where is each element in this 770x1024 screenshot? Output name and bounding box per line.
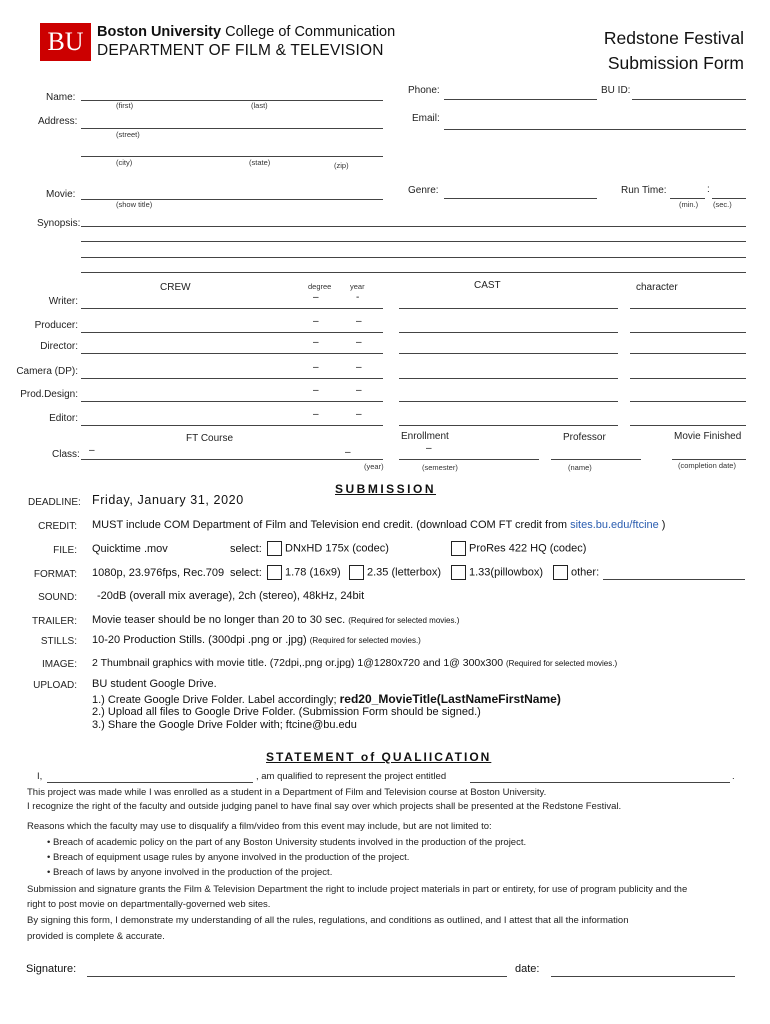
enroll-year-dash: –	[345, 447, 351, 458]
genre-field[interactable]	[444, 198, 597, 199]
sec-sublabel: (sec.)	[713, 200, 732, 209]
first-sublabel: (first)	[116, 101, 134, 110]
format-value: 1080p, 23.976fps, Rec.709	[92, 567, 225, 579]
ratio-169-option[interactable]	[267, 565, 341, 580]
crew-role-label: Camera (DP):	[16, 366, 78, 377]
character-field[interactable]	[630, 378, 746, 379]
statement-bullet-1: • Breach of academic policy on the part of any Boston University students involved in the production of the project.	[47, 837, 527, 848]
signature-label: Signature:	[26, 963, 77, 975]
org-name-bold: Boston University	[97, 24, 222, 40]
crew-degree-dash: –	[313, 337, 319, 348]
show-title-sublabel: (show title)	[116, 200, 153, 209]
credit-link[interactable]: sites.bu.edu/ftcine	[570, 519, 659, 531]
street-sublabel: (street)	[116, 130, 140, 139]
crew-role-label: Director:	[40, 341, 78, 352]
cast-heading: CAST	[474, 280, 501, 291]
zip-sublabel: (zip)	[334, 161, 349, 170]
prores-checkbox[interactable]	[451, 541, 466, 556]
other-format-field[interactable]	[603, 579, 745, 580]
submission-heading: SUBMISSION	[335, 482, 437, 496]
crew-heading: CREW	[160, 282, 191, 293]
phone-label: Phone:	[408, 85, 440, 96]
crew-role-label: Producer:	[34, 320, 78, 331]
crew-name-field[interactable]	[81, 378, 383, 379]
file-value: Quicktime .mov	[92, 543, 168, 555]
upload-line-4: 3.) Share the Google Drive Folder with; ftcine@bu.edu	[92, 719, 357, 731]
email-label: Email:	[412, 113, 440, 124]
upload-line-2	[92, 692, 561, 706]
semester-sublabel: (semester)	[422, 463, 458, 472]
degree-heading: degree	[308, 282, 332, 291]
org-line2: DEPARTMENT OF FILM & TELEVISION	[97, 42, 384, 59]
bu-logo: BU	[40, 23, 91, 61]
stills-note: (Required for selected movies.)	[309, 636, 421, 645]
dnxhd-checkbox[interactable]	[267, 541, 282, 556]
address-label: Address:	[38, 116, 78, 127]
ratio-169-label: 1.78 (16x9)	[285, 566, 341, 579]
image-note: (Required for selected movies.)	[505, 659, 618, 668]
buid-field[interactable]	[632, 99, 746, 100]
crew-name-field[interactable]	[81, 425, 383, 426]
character-heading: character	[636, 282, 678, 293]
crew-year-dash: –	[356, 362, 362, 373]
synopsis-line-2[interactable]	[81, 241, 746, 242]
professor-field[interactable]	[551, 459, 641, 460]
enroll-semester-dash: –	[426, 443, 432, 454]
statement-i: I,	[37, 771, 43, 782]
character-field[interactable]	[630, 401, 746, 402]
cast-name-field[interactable]	[399, 332, 618, 333]
file-select-label: select:	[230, 543, 262, 555]
prores-option[interactable]	[451, 541, 586, 556]
ratio-other-label: other:	[571, 566, 600, 579]
credit-value	[92, 519, 665, 531]
name-label: Name:	[46, 92, 76, 103]
movie-finished-heading: Movie Finished	[674, 431, 742, 442]
ratio-133-checkbox[interactable]	[451, 565, 466, 580]
upload-step-1: 1.) Create Google Drive Folder. Label accordingly;	[92, 694, 340, 706]
dnxhd-option[interactable]	[267, 541, 389, 556]
statement-p5a: By signing this form, I demonstrate my understanding of all the rules, regulations, and conditions as outlined, and I attest that all the information	[27, 915, 629, 926]
statement-p3: Reasons which the faculty may use to disqualify a film/video from this event may include, but are not limited to:	[27, 821, 492, 832]
form-title-1: Redstone Festival	[603, 28, 744, 48]
runtime-sec-field[interactable]	[712, 198, 746, 199]
year-sublabel: (year)	[364, 462, 384, 471]
crew-degree-dash: –	[313, 292, 319, 303]
cast-name-field[interactable]	[399, 425, 618, 426]
city-sublabel: (city)	[116, 158, 133, 167]
enrollment-heading: Enrollment	[401, 431, 449, 442]
crew-name-field[interactable]	[81, 308, 383, 309]
trailer-label: TRAILER:	[31, 616, 77, 627]
statement-qualified: , am qualified to represent the project entitled	[256, 771, 447, 782]
image-label: IMAGE:	[41, 659, 77, 670]
phone-field[interactable]	[444, 99, 597, 100]
runtime-min-field[interactable]	[670, 198, 705, 199]
image-text: 2 Thumbnail graphics with movie title. (72dpi,.png or.jpg) 1@1280x720 and 1@ 300x300	[92, 657, 504, 669]
sound-label: SOUND:	[38, 592, 77, 603]
ratio-235-label: 2.35 (letterbox)	[367, 566, 441, 579]
credit-label: CREDIT:	[38, 521, 77, 532]
upload-line-1: BU student Google Drive.	[92, 678, 217, 690]
statement-bullet-3: • Breach of laws by anyone involved in the production of the project.	[47, 867, 333, 878]
genre-label: Genre:	[408, 185, 439, 196]
deadline-value: Friday, January 31, 2020	[92, 493, 244, 507]
name-sublabel: (name)	[568, 463, 592, 472]
character-field[interactable]	[630, 353, 746, 354]
statement-p2: I recognize the right of the faculty and outside judging panel to have final say over which projects shall be presented at the Redstone Festival.	[27, 801, 622, 812]
file-label: FILE:	[53, 545, 77, 556]
city-field[interactable]	[81, 156, 383, 157]
cast-name-field[interactable]	[399, 353, 618, 354]
form-title-2: Submission Form	[607, 53, 744, 73]
student-name-field[interactable]	[47, 782, 253, 783]
class-label: Class:	[52, 449, 80, 460]
cast-name-field[interactable]	[399, 378, 618, 379]
ratio-235-option[interactable]	[349, 565, 441, 580]
crew-name-field[interactable]	[81, 353, 383, 354]
date-field[interactable]	[551, 976, 735, 977]
statement-heading: STATEMENT of QUALIICATION	[266, 750, 492, 764]
cast-name-field[interactable]	[399, 401, 618, 402]
crew-year-dash: –	[356, 337, 362, 348]
ratio-133-option[interactable]	[451, 565, 543, 580]
stills-value	[92, 634, 421, 646]
org-line1	[97, 24, 395, 40]
prores-label: ProRes 422 HQ (codec)	[469, 542, 587, 555]
synopsis-line-4[interactable]	[81, 272, 746, 273]
statement-p4a: Submission and signature grants the Film & Television Department the right to include project materials in part or entirety, for use of program publicity and the	[27, 884, 688, 895]
statement-p5b: provided is complete & accurate.	[27, 931, 165, 942]
email-field[interactable]	[444, 129, 746, 130]
crew-degree-dash: –	[313, 316, 319, 327]
trailer-note: (Required for selected movies.)	[348, 616, 460, 625]
buid-label: BU ID:	[601, 85, 631, 96]
credit-end: )	[658, 519, 666, 531]
year-heading: year	[350, 282, 365, 291]
trailer-text: Movie teaser should be no longer than 20 to 30 sec.	[92, 614, 346, 626]
synopsis-line-3[interactable]	[81, 257, 746, 258]
project-title-field[interactable]	[470, 782, 730, 783]
crew-year-dash: –	[356, 316, 362, 327]
format-select-label: select:	[230, 567, 262, 579]
crew-degree-dash: –	[313, 362, 319, 373]
crew-year-dash: –	[356, 385, 362, 396]
last-sublabel: (last)	[251, 101, 268, 110]
signature-field[interactable]	[87, 976, 507, 977]
crew-year-dash: –	[356, 409, 362, 420]
cast-name-field[interactable]	[399, 308, 618, 309]
enrollment-field[interactable]	[399, 459, 539, 460]
image-value	[92, 657, 617, 669]
crew-name-field[interactable]	[81, 332, 383, 333]
statement-period: .	[732, 771, 735, 782]
state-sublabel: (state)	[249, 158, 271, 167]
character-field[interactable]	[630, 425, 746, 426]
runtime-colon: :	[707, 184, 710, 195]
movie-label: Movie:	[46, 189, 76, 200]
synopsis-line-1[interactable]	[81, 226, 746, 227]
crew-role-label: Editor:	[49, 413, 78, 424]
upload-line-3: 2.) Upload all files to Google Drive Folder. (Submission Form should be signed.)	[92, 706, 481, 718]
statement-bullet-2: • Breach of equipment usage rules by anyone involved in the production of the project.	[47, 852, 410, 863]
ft-course-heading: FT Course	[186, 433, 234, 444]
min-sublabel: (min.)	[679, 200, 699, 209]
stills-label: STILLS:	[40, 636, 77, 647]
runtime-label: Run Time:	[621, 185, 667, 196]
completion-field[interactable]	[672, 459, 746, 460]
class-field[interactable]	[81, 459, 383, 460]
street-field[interactable]	[81, 128, 383, 129]
professor-heading: Professor	[563, 432, 606, 443]
synopsis-label: Synopsis:	[37, 218, 81, 229]
character-field[interactable]	[630, 308, 746, 309]
ratio-133-label: 1.33(pillowbox)	[469, 566, 543, 579]
date-label: date:	[515, 963, 540, 975]
ratio-other-option[interactable]	[553, 565, 599, 580]
statement-p4b: right to post movie on departmentally-governed web sites.	[27, 899, 271, 910]
format-label: FORMAT:	[33, 569, 77, 580]
ratio-235-checkbox[interactable]	[349, 565, 364, 580]
crew-role-label: Writer:	[48, 296, 78, 307]
credit-text: MUST include COM Department of Film and Television end credit. (download COM FT credit from	[92, 519, 571, 531]
completion-sublabel: (completion date)	[678, 461, 736, 470]
trailer-value	[92, 614, 459, 626]
crew-degree-dash: –	[313, 385, 319, 396]
crew-degree-dash: –	[313, 409, 319, 420]
character-field[interactable]	[630, 332, 746, 333]
statement-p1: This project was made while I was enrolled as a student in a Department of Film and Television course at Boston University.	[27, 787, 547, 798]
crew-year-dash: -	[356, 292, 360, 303]
stills-text: 10-20 Production Stills. (300dpi .png or .jpg)	[92, 634, 307, 646]
folder-name-format: red20_MovieTitle(LastNameFirstName)	[339, 692, 561, 706]
dnxhd-label: DNxHD 175x (codec)	[285, 542, 389, 555]
crew-name-field[interactable]	[81, 401, 383, 402]
crew-role-label: Prod.Design:	[20, 389, 78, 400]
upload-label: UPLOAD:	[33, 680, 77, 691]
sound-value: -20dB (overall mix average), 2ch (stereo), 48kHz, 24bit	[97, 590, 365, 602]
ratio-169-checkbox[interactable]	[267, 565, 282, 580]
ratio-other-checkbox[interactable]	[553, 565, 568, 580]
deadline-label: DEADLINE:	[28, 497, 81, 508]
class-dash: –	[89, 445, 95, 456]
org-college: College of Communication	[221, 24, 396, 40]
